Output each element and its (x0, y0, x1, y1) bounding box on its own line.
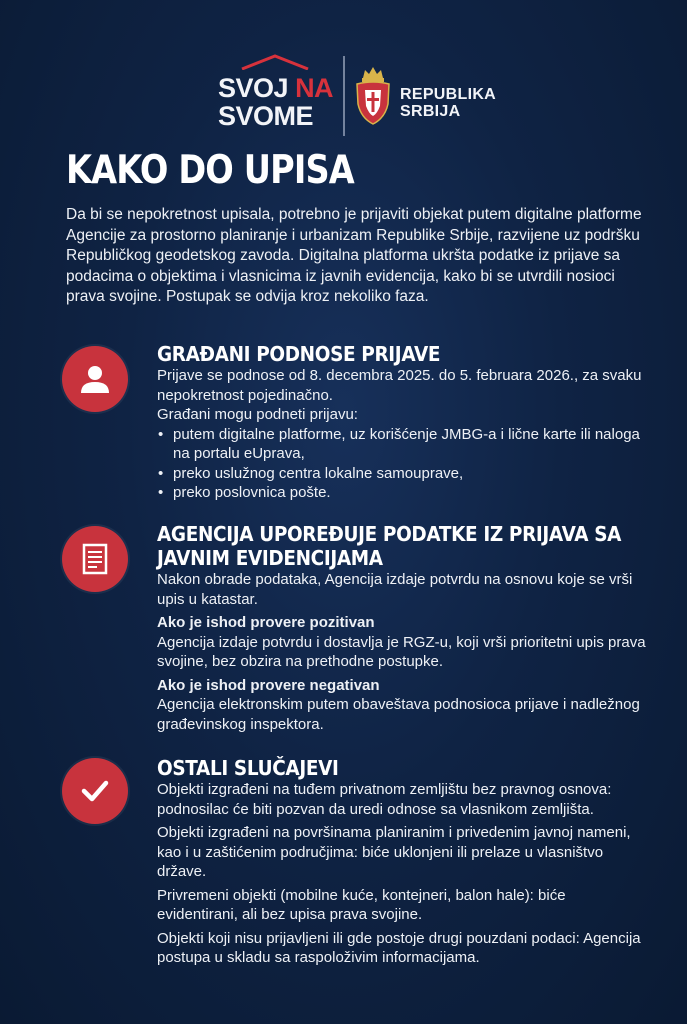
positive-outcome-text: Agencija izdaje potvrdu i dostavlja je RGZ-u, koji vrši prioritetni upis prava svojine, bez obzira na prethodne postupke. (157, 633, 646, 670)
list-item: • preko uslužnog centra lokalne samouprave, (157, 464, 647, 484)
republika-srbija-label: REPUBLIKA SRBIJA (400, 86, 497, 120)
person-icon-badge (62, 346, 128, 412)
positive-outcome-heading: Ako je ishod provere pozitivan (157, 614, 375, 631)
intro-paragraph: Da bi se nepokretnost upisala, potrebno je prijaviti objekat putem digitalne platforme Agencije za prostorno planiranje i urbanizam Republike Srbije, razvijene uz podršku Republičkog geodetskog zavoda. Digitalna platforma ukršta podatke iz prijave sa podacima o objektima i vlasnicima iz javnih evidencija, kako bi se utvrdili nosioci prava svojine. Postupak se odvija kroz nekoliko faza. (66, 206, 642, 305)
logo-line2: SVOME (218, 101, 314, 131)
serbian-coat-of-arms-icon (355, 64, 391, 126)
section-1-title: GRAĐANI PODNOSE PRIJAVE (157, 342, 441, 366)
page-title: KAKO DO UPISA (66, 148, 354, 193)
list-item: • putem digitalne platforme, uz korišćenje JMBG-a i lične karte ili naloga na portalu eUprava, (157, 425, 647, 464)
negative-outcome-text: Agencija elektronskim putem obaveštava podnosioca prijave i nadležnog građevinskog inspektora. (157, 696, 640, 733)
other-case-text: Objekti koji nisu prijavljeni ili gde postoje drugi pouzdani podaci: Agencija postupa u skladu sa raspoloživim informacijama. (157, 929, 641, 966)
document-icon (75, 539, 115, 579)
other-case-text: Objekti izgrađeni na tuđem privatnom zemljištu bez pravnog osnova: podnosilac će biti pozvan da uredi odnose sa vlasnikom zemljišta. (157, 781, 612, 818)
section-1-text: Prijave se podnose od 8. decembra 2025. do 5. februara 2026., za svaku nepokretnost pojedinačno. (157, 367, 642, 404)
checkmark-icon-badge (62, 758, 128, 824)
roof-icon (240, 54, 310, 70)
section-1-body (157, 342, 647, 503)
section-2-title: AGENCIJA UPOREĐUJE PODATKE IZ PRIJAVA SA JAVNIM EVIDENCIJAMA (157, 522, 622, 570)
negative-outcome-heading: Ako je ishod provere negativan (157, 676, 380, 694)
logo-line1: SVOJ NA (218, 73, 334, 103)
other-case-text: Privremeni objekti (mobilne kuće, kontejneri, balon hale): biće evidentirani, ali bez upisa prava svojine. (157, 886, 566, 923)
list-item: • preko poslovnica pošte. (157, 483, 647, 503)
document-icon-badge (62, 526, 128, 592)
other-case-text: Objekti izgrađeni na površinama planiranim i privedenim javnoj nameni, kao i u zaštićenim područjima: biće uklonjeni ili prelaze u vlasništvo države. (157, 824, 631, 880)
header (0, 52, 687, 132)
section-2-text: Nakon obrade podataka, Agencija izdaje potvrdu na osnovu koje se vrši upis u katastar. (157, 571, 633, 608)
header-divider (343, 56, 345, 136)
section-3-body (157, 756, 647, 968)
section-1-subtitle: Građani mogu podneti prijavu: (157, 406, 358, 423)
submission-options-list (157, 425, 647, 503)
person-icon (75, 359, 115, 399)
checkmark-icon (75, 771, 115, 811)
section-2-body (157, 522, 647, 734)
section-3-title: OSTALI SLUČAJEVI (157, 756, 339, 780)
